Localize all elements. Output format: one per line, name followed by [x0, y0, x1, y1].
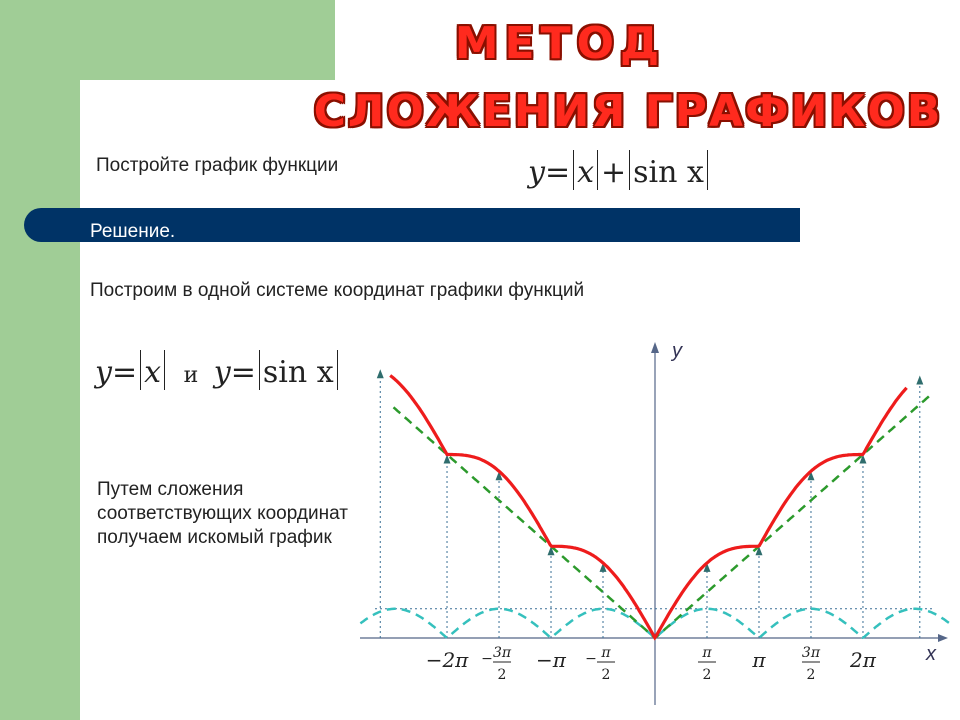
- tick-num-4: π: [702, 645, 712, 661]
- f2-arg: sin x: [262, 355, 334, 390]
- guide-arrow-0: [377, 369, 384, 378]
- tick-den-4: 2: [702, 667, 712, 683]
- tick-label-7: 2π: [850, 648, 876, 672]
- f2-lhs: y: [213, 355, 231, 390]
- x-axis-arrow: [938, 634, 948, 642]
- tick-sign-3: −: [585, 651, 597, 667]
- tick-num-3: π: [601, 645, 611, 661]
- construct-text: Построим в одной системе координат графики функций: [90, 280, 585, 301]
- formula-term2: sin x: [633, 155, 704, 190]
- tick-den-6: 2: [806, 667, 816, 683]
- formula-eq: =: [544, 155, 571, 190]
- tick-label-0: −2π: [425, 648, 469, 672]
- series-sum: [390, 376, 906, 638]
- solution-label: Решение.: [90, 221, 176, 242]
- tick-den-3: 2: [601, 667, 611, 683]
- tick-den-1: 2: [497, 667, 507, 683]
- y-axis-label: y: [672, 340, 682, 362]
- x-axis-label: x: [926, 643, 936, 665]
- y-axis-arrow: [651, 342, 659, 353]
- title-line-1: МЕТОД: [454, 18, 666, 69]
- tick-num-6: 3π: [801, 645, 821, 661]
- guide-arrow-9: [916, 376, 923, 385]
- f2-eq: =: [230, 355, 256, 390]
- f1-arg: x: [144, 355, 162, 390]
- task-text: Постройте график функции: [96, 155, 339, 176]
- tick-sign-1: −: [481, 651, 493, 667]
- tick-num-1: 3π: [492, 645, 512, 661]
- tick-label-2: −π: [536, 648, 566, 672]
- series-abs-x: [394, 396, 930, 638]
- f1-eq: =: [111, 355, 138, 390]
- title-line-2: СЛОЖЕНИЯ ГРАФИКОВ: [313, 86, 943, 137]
- and-word: и: [183, 363, 199, 388]
- formula-term1: x: [577, 155, 595, 190]
- formula-lhs: y: [528, 155, 545, 190]
- f1-lhs: y: [95, 355, 112, 390]
- method-text: Путем сложения соответствующих координат получаем искомый график: [97, 479, 348, 548]
- formula-plus: +: [601, 155, 627, 190]
- tick-label-5: π: [752, 648, 766, 672]
